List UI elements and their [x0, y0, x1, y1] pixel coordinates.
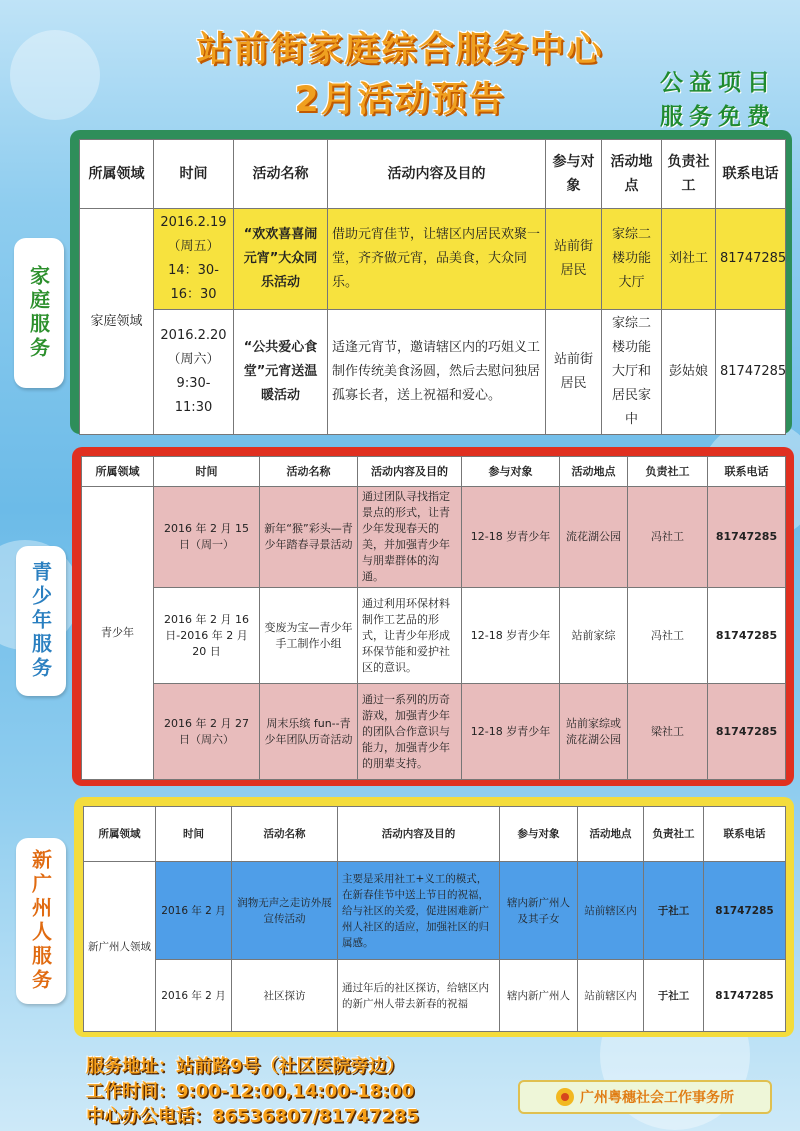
activity-name-cell: 变废为宝—青少年手工制作小组 [260, 588, 358, 684]
column-header: 活动地点 [578, 807, 644, 862]
worker-cell: 于社工 [644, 960, 704, 1032]
target-cell: 辖内新广州人及其子女 [500, 862, 578, 960]
worker-cell: 冯社工 [628, 588, 708, 684]
time-cell: 2016.2.19（周五）14：30-16：30 [154, 209, 234, 310]
activity-name-cell: “公共爱心食堂”元宵送温暖活动 [234, 310, 328, 435]
family-table [79, 139, 786, 435]
youth-section-label: 青少年服务 [16, 546, 66, 696]
target-cell: 12-18 岁青少年 [462, 684, 560, 780]
target-cell: 12-18 岁青少年 [462, 588, 560, 684]
area-cell: 新广州人领域 [84, 862, 156, 1032]
column-header: 活动内容及目的 [358, 457, 462, 487]
organization-name: 广州粤穗社会工作事务所 [580, 1090, 734, 1106]
worker-cell: 冯社工 [628, 487, 708, 588]
place-cell: 站前家综或流花湖公园 [560, 684, 628, 780]
newgz-section-label: 新广州人服务 [16, 838, 66, 1004]
column-header: 时间 [156, 807, 232, 862]
column-header: 活动地点 [560, 457, 628, 487]
target-cell: 辖内新广州人 [500, 960, 578, 1032]
column-header: 所属领域 [80, 140, 154, 209]
phone-cell: 81747285 [708, 684, 786, 780]
content-cell: 通过年后的社区探访，给辖区内的新广州人带去新春的祝福 [338, 960, 500, 1032]
phone-cell: 81747285 [708, 588, 786, 684]
area-cell: 青少年 [82, 487, 154, 780]
content-cell: 通过利用环保材料制作工艺品的形式，让青少年形成环保节能和爱护社区的意识。 [358, 588, 462, 684]
column-header: 联系电话 [704, 807, 786, 862]
column-header: 活动名称 [234, 140, 328, 209]
table-row [82, 588, 786, 684]
phone-cell: 81747285 [704, 862, 786, 960]
place-cell: 家综二楼功能大厅和居民家中 [602, 310, 662, 435]
activity-name-cell: “欢欢喜喜闹元宵”大众同乐活动 [234, 209, 328, 310]
column-header: 参与对象 [546, 140, 602, 209]
content-cell: 通过团队寻找指定景点的形式，让青少年发现春天的美，并加强青少年与朋辈群体的沟通。 [358, 487, 462, 588]
activity-name-cell: 润物无声之走访外展宣传活动 [232, 862, 338, 960]
activity-name-cell: 新年“猴”彩头—青少年踏春寻景活动 [260, 487, 358, 588]
table-row [82, 487, 786, 588]
place-cell: 家综二楼功能大厅 [602, 209, 662, 310]
time-cell: 2016.2.20（周六）9:30-11:30 [154, 310, 234, 435]
background-bubble [10, 30, 100, 120]
time-cell: 2016 年 2 月 15 日（周一） [154, 487, 260, 588]
activity-name-cell: 社区探访 [232, 960, 338, 1032]
worker-cell: 梁社工 [628, 684, 708, 780]
column-header: 联系电话 [716, 140, 786, 209]
newgz-table [83, 806, 786, 1032]
place-cell: 站前家综 [560, 588, 628, 684]
target-cell: 站前街居民 [546, 310, 602, 435]
phone-cell: 81747285 [708, 487, 786, 588]
corner-note-line2: 服务免费 [660, 104, 776, 130]
activity-name-cell: 周末乐缤 fun--青少年团队历奇活动 [260, 684, 358, 780]
place-cell: 站前辖区内 [578, 862, 644, 960]
target-cell: 站前街居民 [546, 209, 602, 310]
table-row [80, 209, 786, 310]
footer-phone: 中心办公电话：86536807/81747285 [86, 1106, 419, 1127]
area-cell: 家庭领域 [80, 209, 154, 435]
footer-hours: 工作时间：9:00-12:00,14:00-18:00 [86, 1081, 415, 1102]
time-cell: 2016 年 2 月 [156, 960, 232, 1032]
column-header: 活动名称 [232, 807, 338, 862]
youth-table [81, 456, 786, 780]
content-cell: 适逢元宵节，邀请辖区内的巧姐义工制作传统美食汤圆，然后去慰问独居孤寡长者，送上祝福和爱心。 [328, 310, 546, 435]
phone-cell: 81747285 [716, 310, 786, 435]
column-header: 时间 [154, 457, 260, 487]
target-cell: 12-18 岁青少年 [462, 487, 560, 588]
phone-cell: 81747285 [716, 209, 786, 310]
footer-address: 服务地址：站前路9号（社区医院旁边） [86, 1056, 405, 1077]
column-header: 时间 [154, 140, 234, 209]
place-cell: 站前辖区内 [578, 960, 644, 1032]
content-cell: 借助元宵佳节，让辖区内居民欢聚一堂，齐齐做元宵，品美食，大众同乐。 [328, 209, 546, 310]
time-cell: 2016 年 2 月 27 日（周六） [154, 684, 260, 780]
column-header: 活动内容及目的 [328, 140, 546, 209]
column-header: 参与对象 [462, 457, 560, 487]
time-cell: 2016 年 2 月 [156, 862, 232, 960]
time-cell: 2016 年 2 月 16 日-2016 年 2 月 20 日 [154, 588, 260, 684]
table-row [80, 310, 786, 435]
family-section-label: 家庭服务 [14, 238, 64, 388]
column-header: 负责社工 [662, 140, 716, 209]
column-header: 参与对象 [500, 807, 578, 862]
phone-cell: 81747285 [704, 960, 786, 1032]
page-title-line2: 2月活动预告 [294, 80, 506, 120]
organization-logo-icon [556, 1088, 574, 1106]
column-header: 活动名称 [260, 457, 358, 487]
worker-cell: 彭姑娘 [662, 310, 716, 435]
corner-note-line1: 公益项目 [660, 70, 776, 96]
organization-badge [518, 1080, 772, 1114]
column-header: 所属领域 [84, 807, 156, 862]
content-cell: 通过一系列的历奇游戏，加强青少年的团队合作意识与能力，加强青少年的朋辈支持。 [358, 684, 462, 780]
content-cell: 主要是采用社工+义工的模式，在新春佳节中送上节日的祝福，给与社区的关爱，促进困难新广州人社区的适应，加强社区的归属感。 [338, 862, 500, 960]
column-header: 负责社工 [644, 807, 704, 862]
column-header: 活动内容及目的 [338, 807, 500, 862]
place-cell: 流花湖公园 [560, 487, 628, 588]
worker-cell: 刘社工 [662, 209, 716, 310]
table-row [84, 960, 786, 1032]
column-header: 负责社工 [628, 457, 708, 487]
table-row [82, 684, 786, 780]
page-title-line1: 站前街家庭综合服务中心 [196, 30, 604, 70]
column-header: 所属领域 [82, 457, 154, 487]
worker-cell: 于社工 [644, 862, 704, 960]
table-row [84, 862, 786, 960]
column-header: 活动地点 [602, 140, 662, 209]
column-header: 联系电话 [708, 457, 786, 487]
